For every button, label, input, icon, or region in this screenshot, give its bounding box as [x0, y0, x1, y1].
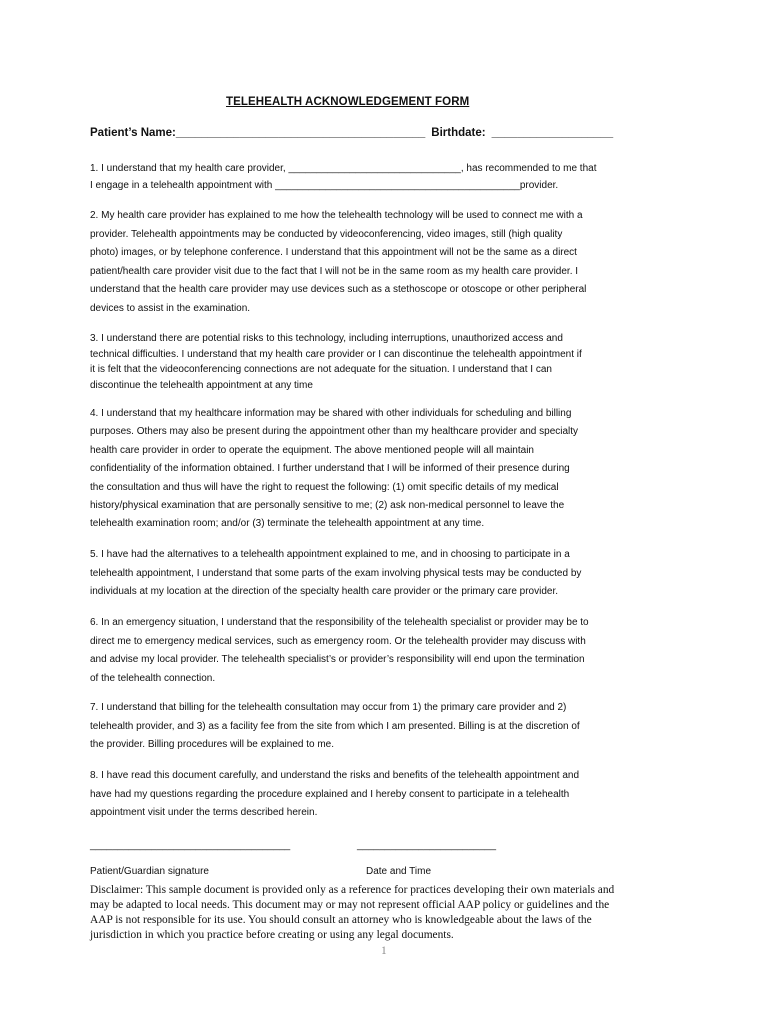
paragraph-line: individuals at my location at the direction of the specialty health care provider or the primary care provider.	[90, 586, 559, 597]
paragraph-line: telehealth provider, and 3) as a facility fee from the site from which I am presented. Billing is at the discretion of	[90, 720, 580, 732]
paragraph-line: 1. I understand that my health care provider, _______________________________, has recommended to me that	[90, 163, 597, 174]
disclaimer-line: AAP is not responsible for its use. You should consult an attorney who is knowledgeable about the laws of the	[90, 914, 592, 926]
paragraph-6	[90, 614, 690, 688]
disclaimer	[90, 883, 690, 943]
patient-info-line	[90, 127, 613, 139]
disclaimer-line: jurisdiction in which you practice before creating or using any legal documents.	[90, 929, 454, 941]
paragraph-line: 7. I understand that billing for the telehealth consultation may occur from 1) the primary care provider and 2)	[90, 702, 567, 713]
paragraph-line: appointment visit under the terms described herein.	[90, 807, 318, 818]
paragraph-2	[90, 207, 690, 318]
birthdate-field[interactable]: ___________________	[491, 127, 614, 139]
paragraph-line: 5. I have had the alternatives to a telehealth appointment explained to me, and in choosing to participate in a	[90, 549, 570, 560]
patient-name-field[interactable]: _______________________________________	[175, 127, 426, 139]
paragraph-8	[90, 767, 690, 823]
paragraph-line: and advise my local provider. The telehealth specialist’s or provider’s responsibility will end upon the termination	[90, 654, 585, 665]
paragraph-line: provider. Telehealth appointments may be conducted by videoconferencing, video images, still (high quality	[90, 228, 563, 240]
paragraph-line: telehealth appointment, I understand that some parts of the exam involving physical tests may be conducted by	[90, 567, 582, 579]
paragraph-line: 2. My health care provider has explained to me how the telehealth technology will be used to connect me with a	[90, 210, 583, 221]
paragraph-line: the consultation and thus will have the right to request the following: (1) omit specific details of my medical	[90, 481, 559, 493]
paragraph-line: patient/health care provider visit due to the fact that I will not be in the same room as my health care provider. I	[90, 265, 579, 277]
paragraph-line: of the telehealth connection.	[90, 672, 216, 684]
paragraph-line: direct me to emergency medical services, such as emergency room. Or the telehealth provider may discuss with	[90, 635, 586, 647]
signature-field[interactable]: ____________________________________	[90, 840, 291, 851]
signature-label: Patient/Guardian signature	[90, 866, 209, 877]
paragraph-line: confidentiality of the information obtained. I further understand that I will be informed of their presence during	[90, 463, 570, 475]
disclaimer-line: may be adapted to local needs. This document may or may not represent official AAP policy or guidelines and the	[90, 899, 610, 911]
paragraph-line: I engage in a telehealth appointment with ____________________________________________provider.	[90, 180, 559, 191]
paragraph-line: history/physical examination that are personally sensitive to me; (2) ask non-medical personnel to leave the	[90, 500, 565, 512]
paragraph-line: 4. I understand that my healthcare information may be shared with other individuals for scheduling and billing	[90, 408, 572, 419]
date-time-field[interactable]: _________________________	[357, 840, 497, 851]
birthdate-label: Birthdate:	[431, 127, 486, 139]
paragraph-3	[90, 331, 690, 393]
form-title: TELEHEALTH ACKNOWLEDGEMENT FORM	[226, 96, 470, 108]
paragraph-line: it is felt that the videoconferencing connections are not adequate for the situation. I understand that I can	[90, 364, 552, 375]
paragraph-7	[90, 699, 690, 755]
paragraph-line: 3. I understand there are potential risks to this technology, including interruptions, unauthorized access and	[90, 333, 563, 344]
paragraph-line: 6. In an emergency situation, I understand that the responsibility of the telehealth specialist or provider may be to	[90, 617, 589, 628]
paragraph-line: telehealth examination room; and/or (3) terminate the telehealth appointment at any time.	[90, 518, 485, 530]
paragraph-1	[90, 160, 690, 194]
patient-name-label: Patient’s Name:	[90, 127, 176, 139]
paragraph-line: the provider. Billing procedures will be explained to me.	[90, 739, 335, 750]
paragraph-line: discontinue the telehealth appointment at any time	[90, 379, 313, 391]
paragraph-line: understand that the health care provider may use devices such as a stethoscope or otoscope or other peripheral	[90, 284, 587, 295]
disclaimer-line: Disclaimer: This sample document is provided only as a reference for practices developing their own materials and	[90, 884, 615, 896]
paragraph-line: technical difficulties. I understand that my health care provider or I can discontinue the telehealth appointment if	[90, 348, 582, 360]
paragraph-5	[90, 546, 690, 602]
paragraph-line: photo) images, or by telephone conference. I understand that this appointment will not be the same as a direct	[90, 247, 577, 258]
date-time-label: Date and Time	[366, 866, 432, 877]
paragraph-line: 8. I have read this document carefully, and understand the risks and benefits of the telehealth appointment and	[90, 770, 580, 781]
paragraph-line: devices to assist in the examination.	[90, 302, 251, 314]
paragraph-4	[90, 405, 690, 534]
page-number: 1	[381, 945, 387, 957]
paragraph-line: purposes. Others may also be present during the appointment other than my healthcare provider and specialty	[90, 426, 579, 438]
paragraph-line: health care provider in order to operate the equipment. The above mentioned people will all maintain	[90, 444, 534, 456]
paragraph-line: have had my questions regarding the procedure explained and I hereby consent to participate in a telehealth	[90, 788, 570, 800]
